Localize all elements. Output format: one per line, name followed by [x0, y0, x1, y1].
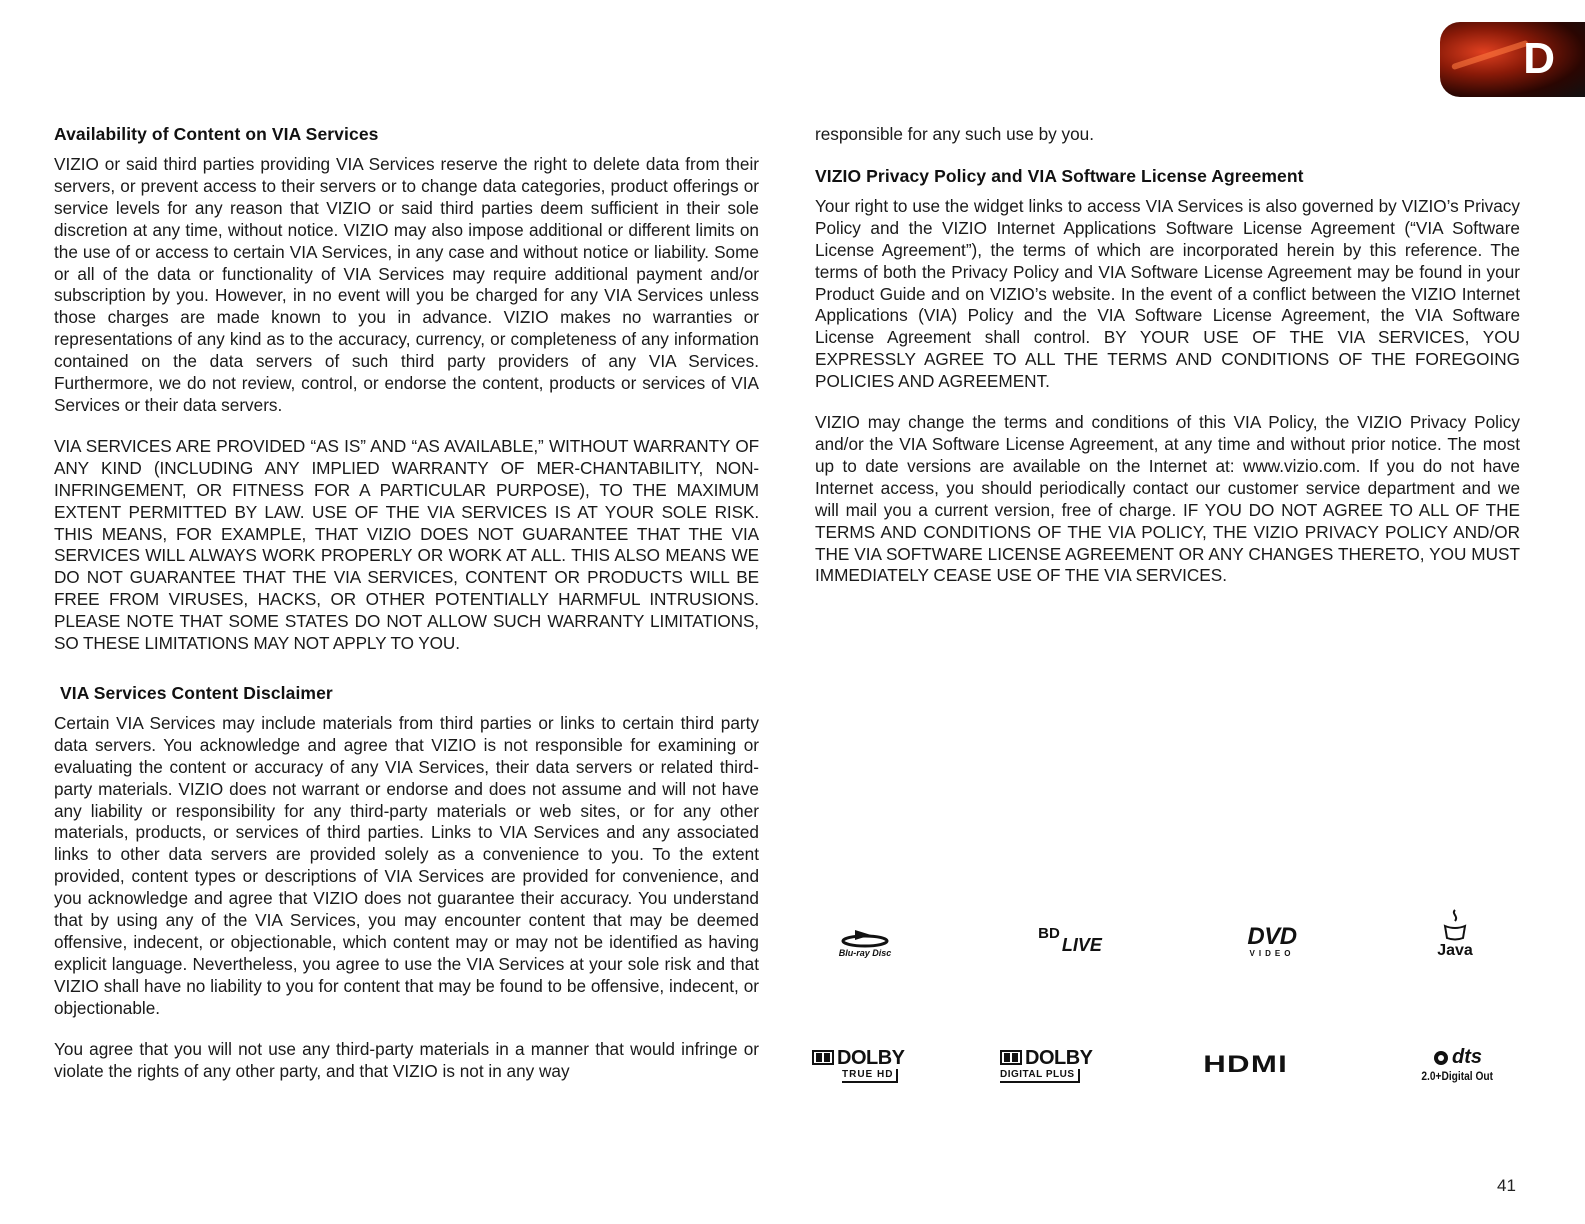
- dolby-digital-plus-label: DOLBY: [1025, 1046, 1093, 1069]
- dolby-truehd-logo: [812, 1042, 912, 1087]
- dolby-double-d-icon: [812, 1050, 834, 1065]
- dolby-truehd-label: DOLBY: [837, 1046, 905, 1069]
- java-label: Java: [1437, 942, 1473, 959]
- dvd-video-logo: [1232, 920, 1312, 965]
- page-number: 41: [1497, 1176, 1516, 1195]
- bluray-disc-icon: [841, 928, 889, 948]
- dts-symbol-icon: [1433, 1050, 1449, 1066]
- bdlive-logo: [1030, 925, 1110, 965]
- section-heading-content-disclaimer: VIA Services Content Disclaimer: [60, 682, 333, 703]
- bluray-logo: [830, 918, 900, 968]
- section-heading-availability: Availability of Content on VIA Services: [54, 124, 379, 144]
- paragraph-continuation: responsible for any such use by you.: [815, 124, 1094, 144]
- java-logo: [1430, 898, 1480, 970]
- chapter-tab: [1440, 22, 1585, 97]
- dolby-digital-plus-logo: [1000, 1042, 1110, 1087]
- dolby-truehd-sub: TRUE HD: [842, 1069, 898, 1083]
- bdlive-bd: BD: [1038, 925, 1060, 942]
- left-column: [54, 124, 759, 1082]
- right-column: [815, 124, 1520, 587]
- dts-logo: [1405, 1042, 1510, 1087]
- paragraph-content-disclaimer: Certain VIA Services may include materials from third parties or links to certain third party data servers. You acknowledge and agree that VIZIO is not responsible for examining or evaluating the content or accuracy of any VIA Services, their data servers or related third-party materials. VIZIO does not warrant or endorse and does not assume and will not have any liability or responsibility for any third-party materials or web sites, or for any other materials, products, or services of third parties. Links to VIA Services and any associated links to other data servers are provided solely as a convenience to you. To the extent provided, content types or descriptions of VIA Services are provided for convenience, and you acknowledge and agree that VIZIO does not guarantee their accuracy. You understand that by using any of the VIA Services, you may encounter content that may be deemed offensive, indecent, or objectionable, which content may or may not be identified as having explicit language. Nevertheless, you agree to use the VIA Services at your sole risk and that VIZIO shall have no liability to you for content that may be found to be offensive, indecent, or objectionable.: [54, 712, 759, 1018]
- dts-sub: 2.0+Digital Out: [1421, 1069, 1494, 1083]
- bluray-label: Blu-ray Disc: [838, 948, 892, 958]
- paragraph-policy-changes: VIZIO may change the terms and conditions of this VIA Policy, the VIZIO Privacy Policy and/or the VIA Software License Agreement, at any time and without prior notice. The most up to date versions are available on the Internet at: www.vizio.com. If you do not have Internet access, you should periodically contact our customer service department and we will mail you a current version, free of charge. IF YOU DO NOT AGREE TO ALL OF THE TERMS AND CONDITIONS OF THE VIA POLICY, THE VIZIO PRIVACY POLICY AND/OR THE VIA SOFTWARE LICENSE AGREEMENT OR ANY CHANGES THERETO, YOU MUST IMMEDIATELY CEASE USE OF THE VIA SERVICES.: [815, 412, 1520, 586]
- paragraph-third-party-materials: You agree that you will not use any third-party materials in a manner that would infringe or violate the rights of any other party, and that VIZIO is not in any way: [54, 1038, 759, 1081]
- paragraph-privacy-policy: Your right to use the widget links to access VIA Services is also governed by VIZIO’s Privacy Policy and the VIZIO Internet Applications Software License Agreement (“VIA Software License Agreement”), the terms of which are incorporated herein by this reference. The terms of both the Privacy Policy and VIA Software License Agreement may be found in your Product Guide and on VIZIO’s website. In the event of a conflict between the VIZIO Internet Applications (VIA) Policy and the VIA Software License Agreement, the VIA Software License Agreement shall control. BY YOUR USE OF THE VIA SERVICES, YOU EXPRESSLY AGREE TO ALL THE TERMS AND CONDITIONS OF THE FOREGOING POLICIES AND AGREEMENT.: [815, 195, 1520, 392]
- dvd-label: DVD: [1247, 923, 1297, 950]
- hdmi-logo: [1196, 1050, 1296, 1080]
- bdlive-live: LIVE: [1061, 934, 1102, 955]
- dts-label: dts: [1452, 1046, 1482, 1068]
- dvd-video-label: VIDEO: [1249, 949, 1295, 958]
- chapter-letter: D: [1523, 34, 1555, 83]
- section-heading-privacy-policy: VIZIO Privacy Policy and VIA Software License Agreement: [815, 165, 1304, 186]
- dolby-digital-plus-sub: DIGITAL PLUS: [1000, 1069, 1080, 1083]
- java-cup-icon: [1441, 908, 1469, 942]
- paragraph-availability: VIZIO or said third parties providing VIA Services reserve the right to delete data from their servers, or prevent access to their servers or to change data categories, product offerings or service levels for any reason that VIZIO or said third parties deem sufficient in their sole discretion at any time, without notice. VIZIO may also impose additional or different limits on the use of or access to certain VIA Services, in any case and without notice or liability. Some or all of the data or functionality of VIA Services may require additional payment and/or subscription by you. However, in no event will you be charged for any VIA Services unless those charges are made known to you in advance. VIZIO makes no warranties or representations of any kind as to the accuracy, currency, or completeness of any information contained on the data servers of such third party providers of any VIA Services. Furthermore, we do not review, control, or endorse the content, products or services of VIA Services or their data servers.: [54, 154, 759, 415]
- paragraph-warranty-disclaimer: VIA SERVICES ARE PROVIDED “AS IS” AND “AS AVAILABLE,” WITHOUT WARRANTY OF ANY KIND (INCLUDING ANY IMPLIED WARRANTY OF MER-CHANTABILITY, NON-INFRINGEMENT, OR FITNESS FOR A PARTICULAR PURPOSE), TO THE MAXIMUM EXTENT PERMITTED BY LAW. USE OF THE VIA SERVICES IS AT YOUR SOLE RISK. THIS MEANS, FOR EXAMPLE, THAT VIZIO DOES NOT GUARANTEE THAT THE VIA SERVICES WILL ALWAYS WORK PROPERLY OR WORK AT ALL. THIS ALSO MEANS WE DO NOT GUARANTEE THAT THE VIA SERVICES, CONTENT OR PRODUCTS WILL BE FREE FROM VIRUSES, HACKS, OR OTHER POTENTIALLY HARMFUL INTRUSIONS. PLEASE NOTE THAT SOME STATES DO NOT ALLOW SUCH WARRANTY LIMITATIONS, SO THESE LIMITATIONS MAY NOT APPLY TO YOU.: [54, 435, 759, 654]
- hdmi-label: HDMI: [1203, 1051, 1289, 1078]
- dolby-double-d-icon: [1000, 1050, 1022, 1065]
- tab-streak-decoration: [1451, 40, 1529, 70]
